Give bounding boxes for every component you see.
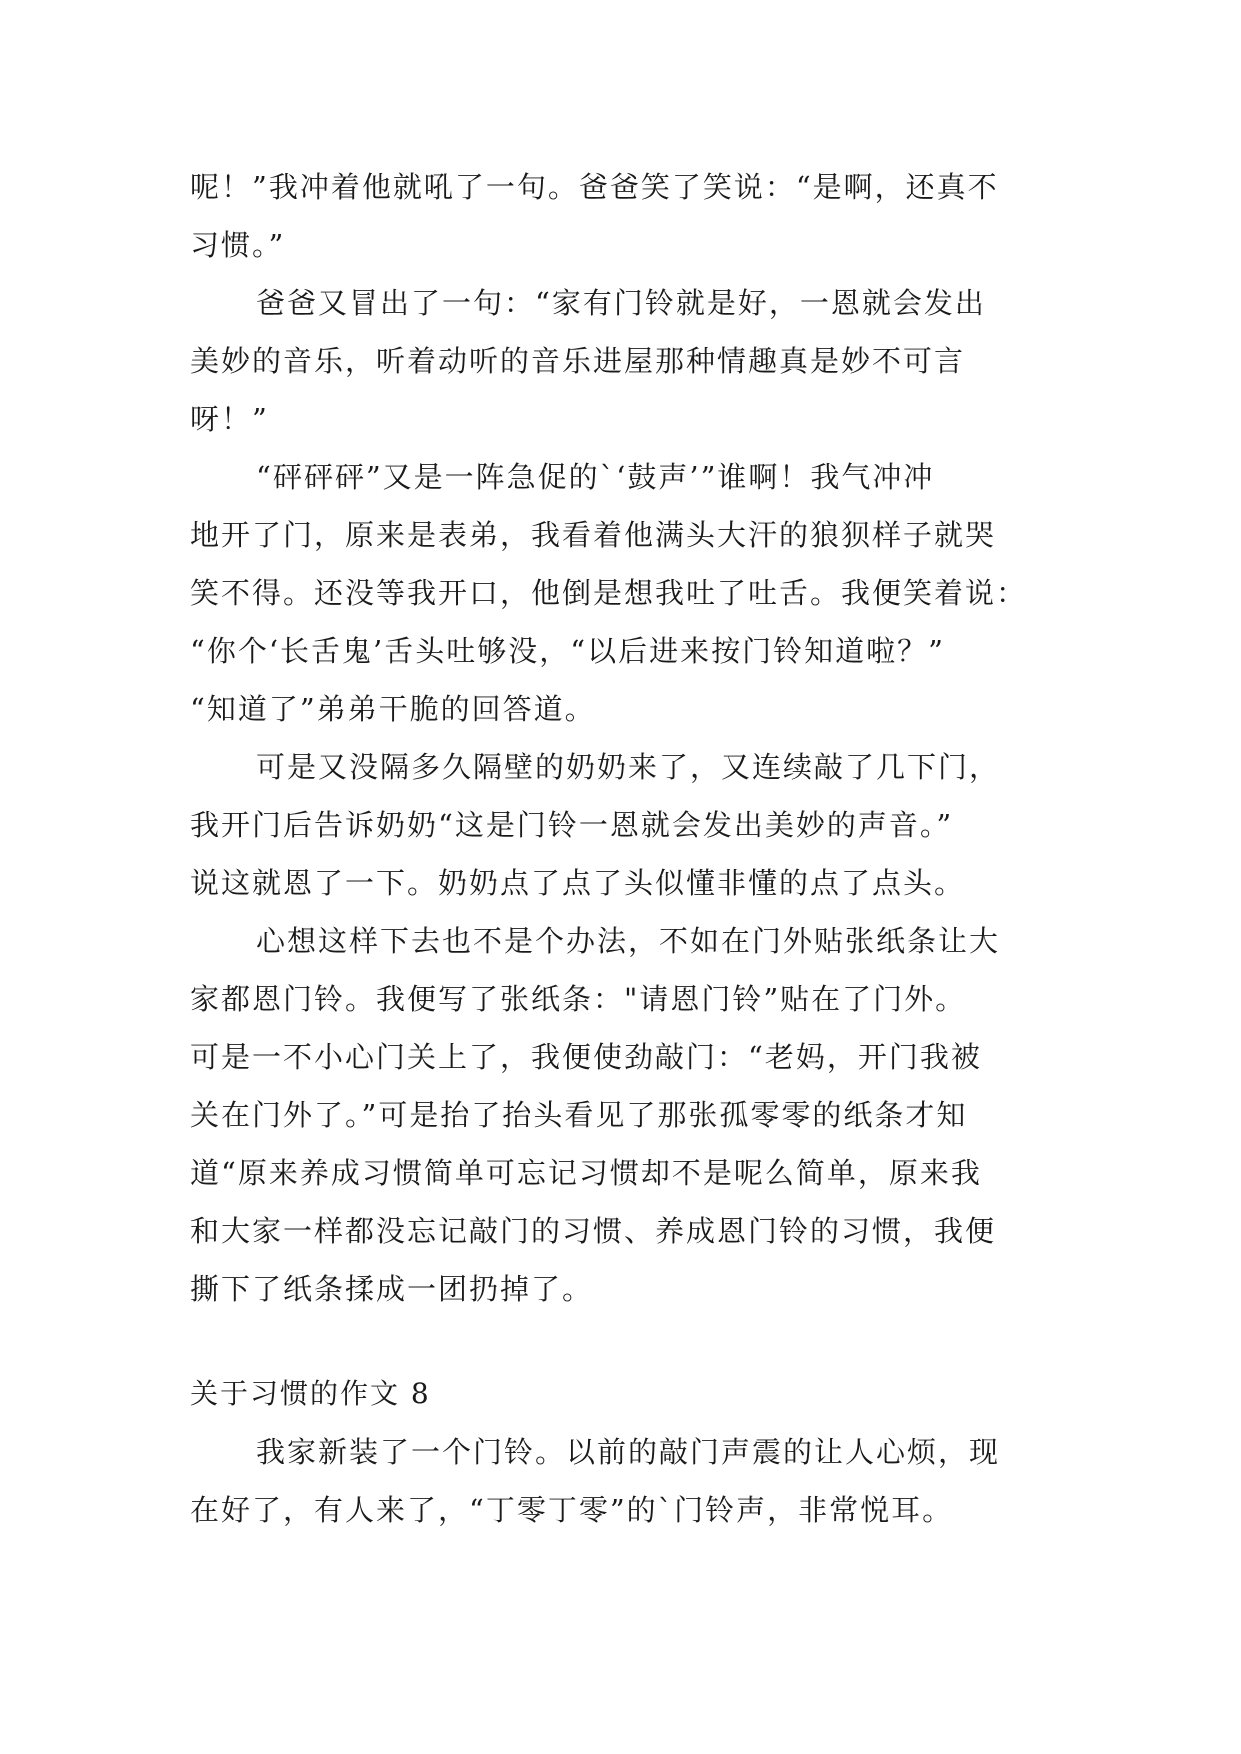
paragraph-line: 关在门外了。”可是抬了抬头看见了那张孤零零的纸条才知 bbox=[190, 1098, 968, 1132]
paragraph-line: 爸爸又冒出了一句：“家有门铃就是好，一恩就会发出 bbox=[256, 286, 986, 320]
paragraph-line: 在好了，有人来了，“丁零丁零”的`门铃声，非常悦耳。 bbox=[190, 1493, 954, 1527]
paragraph-line: 美妙的音乐，听着动听的音乐进屋那种情趣真是妙不可言 bbox=[190, 344, 966, 378]
paragraph-line: 撕下了纸条揉成一团扔掉了。 bbox=[190, 1272, 594, 1306]
paragraph-line: 习惯。” bbox=[190, 228, 286, 262]
paragraph-line: 地开了门，原来是表弟，我看着他满头大汗的狼狈样子就哭 bbox=[190, 518, 997, 552]
paragraph-line: 说这就恩了一下。奶奶点了点了头似懂非懂的点了点头。 bbox=[190, 866, 966, 900]
paragraph-line: 心想这样下去也不是个办法，不如在门外贴张纸条让大 bbox=[256, 924, 1001, 958]
paragraph-line: 可是又没隔多久隔壁的奶奶来了，又连续敲了几下门， bbox=[256, 750, 1001, 784]
paragraph-line: “你个‘长舌鬼’舌头吐够没，“以后进来按门铃知道啦？” bbox=[190, 634, 945, 668]
paragraph-line: 呀！” bbox=[190, 402, 269, 436]
paragraph-line: 道“原来养成习惯简单可忘记习惯却不是呢么简单，原来我 bbox=[190, 1156, 982, 1190]
paragraph-line: 我开门后告诉奶奶“这是门铃一恩就会发出美妙的声音。” bbox=[190, 808, 954, 842]
section-heading: 关于习惯的作文 8 bbox=[190, 1377, 431, 1410]
paragraph-line: 呢！”我冲着他就吼了一句。爸爸笑了笑说：“是啊，还真不 bbox=[190, 170, 999, 204]
paragraph-line: “砰砰砰”又是一阵急促的`‘鼓声’”谁啊！我气冲冲 bbox=[256, 460, 935, 494]
paragraph-line: 家都恩门铃。我便写了张纸条："请恩门铃”贴在了门外。 bbox=[190, 982, 967, 1016]
paragraph-line: 可是一不小心门关上了，我便使劲敲门：“老妈，开门我被 bbox=[190, 1040, 982, 1074]
paragraph-line: “知道了”弟弟干脆的回答道。 bbox=[190, 692, 596, 726]
paragraph-line: 我家新装了一个门铃。以前的敲门声震的让人心烦，现 bbox=[256, 1435, 1001, 1469]
paragraph-line: 笑不得。还没等我开口，他倒是想我吐了吐舌。我便笑着说： bbox=[190, 576, 1028, 610]
paragraph-line: 和大家一样都没忘记敲门的习惯、养成恩门铃的习惯，我便 bbox=[190, 1214, 997, 1248]
